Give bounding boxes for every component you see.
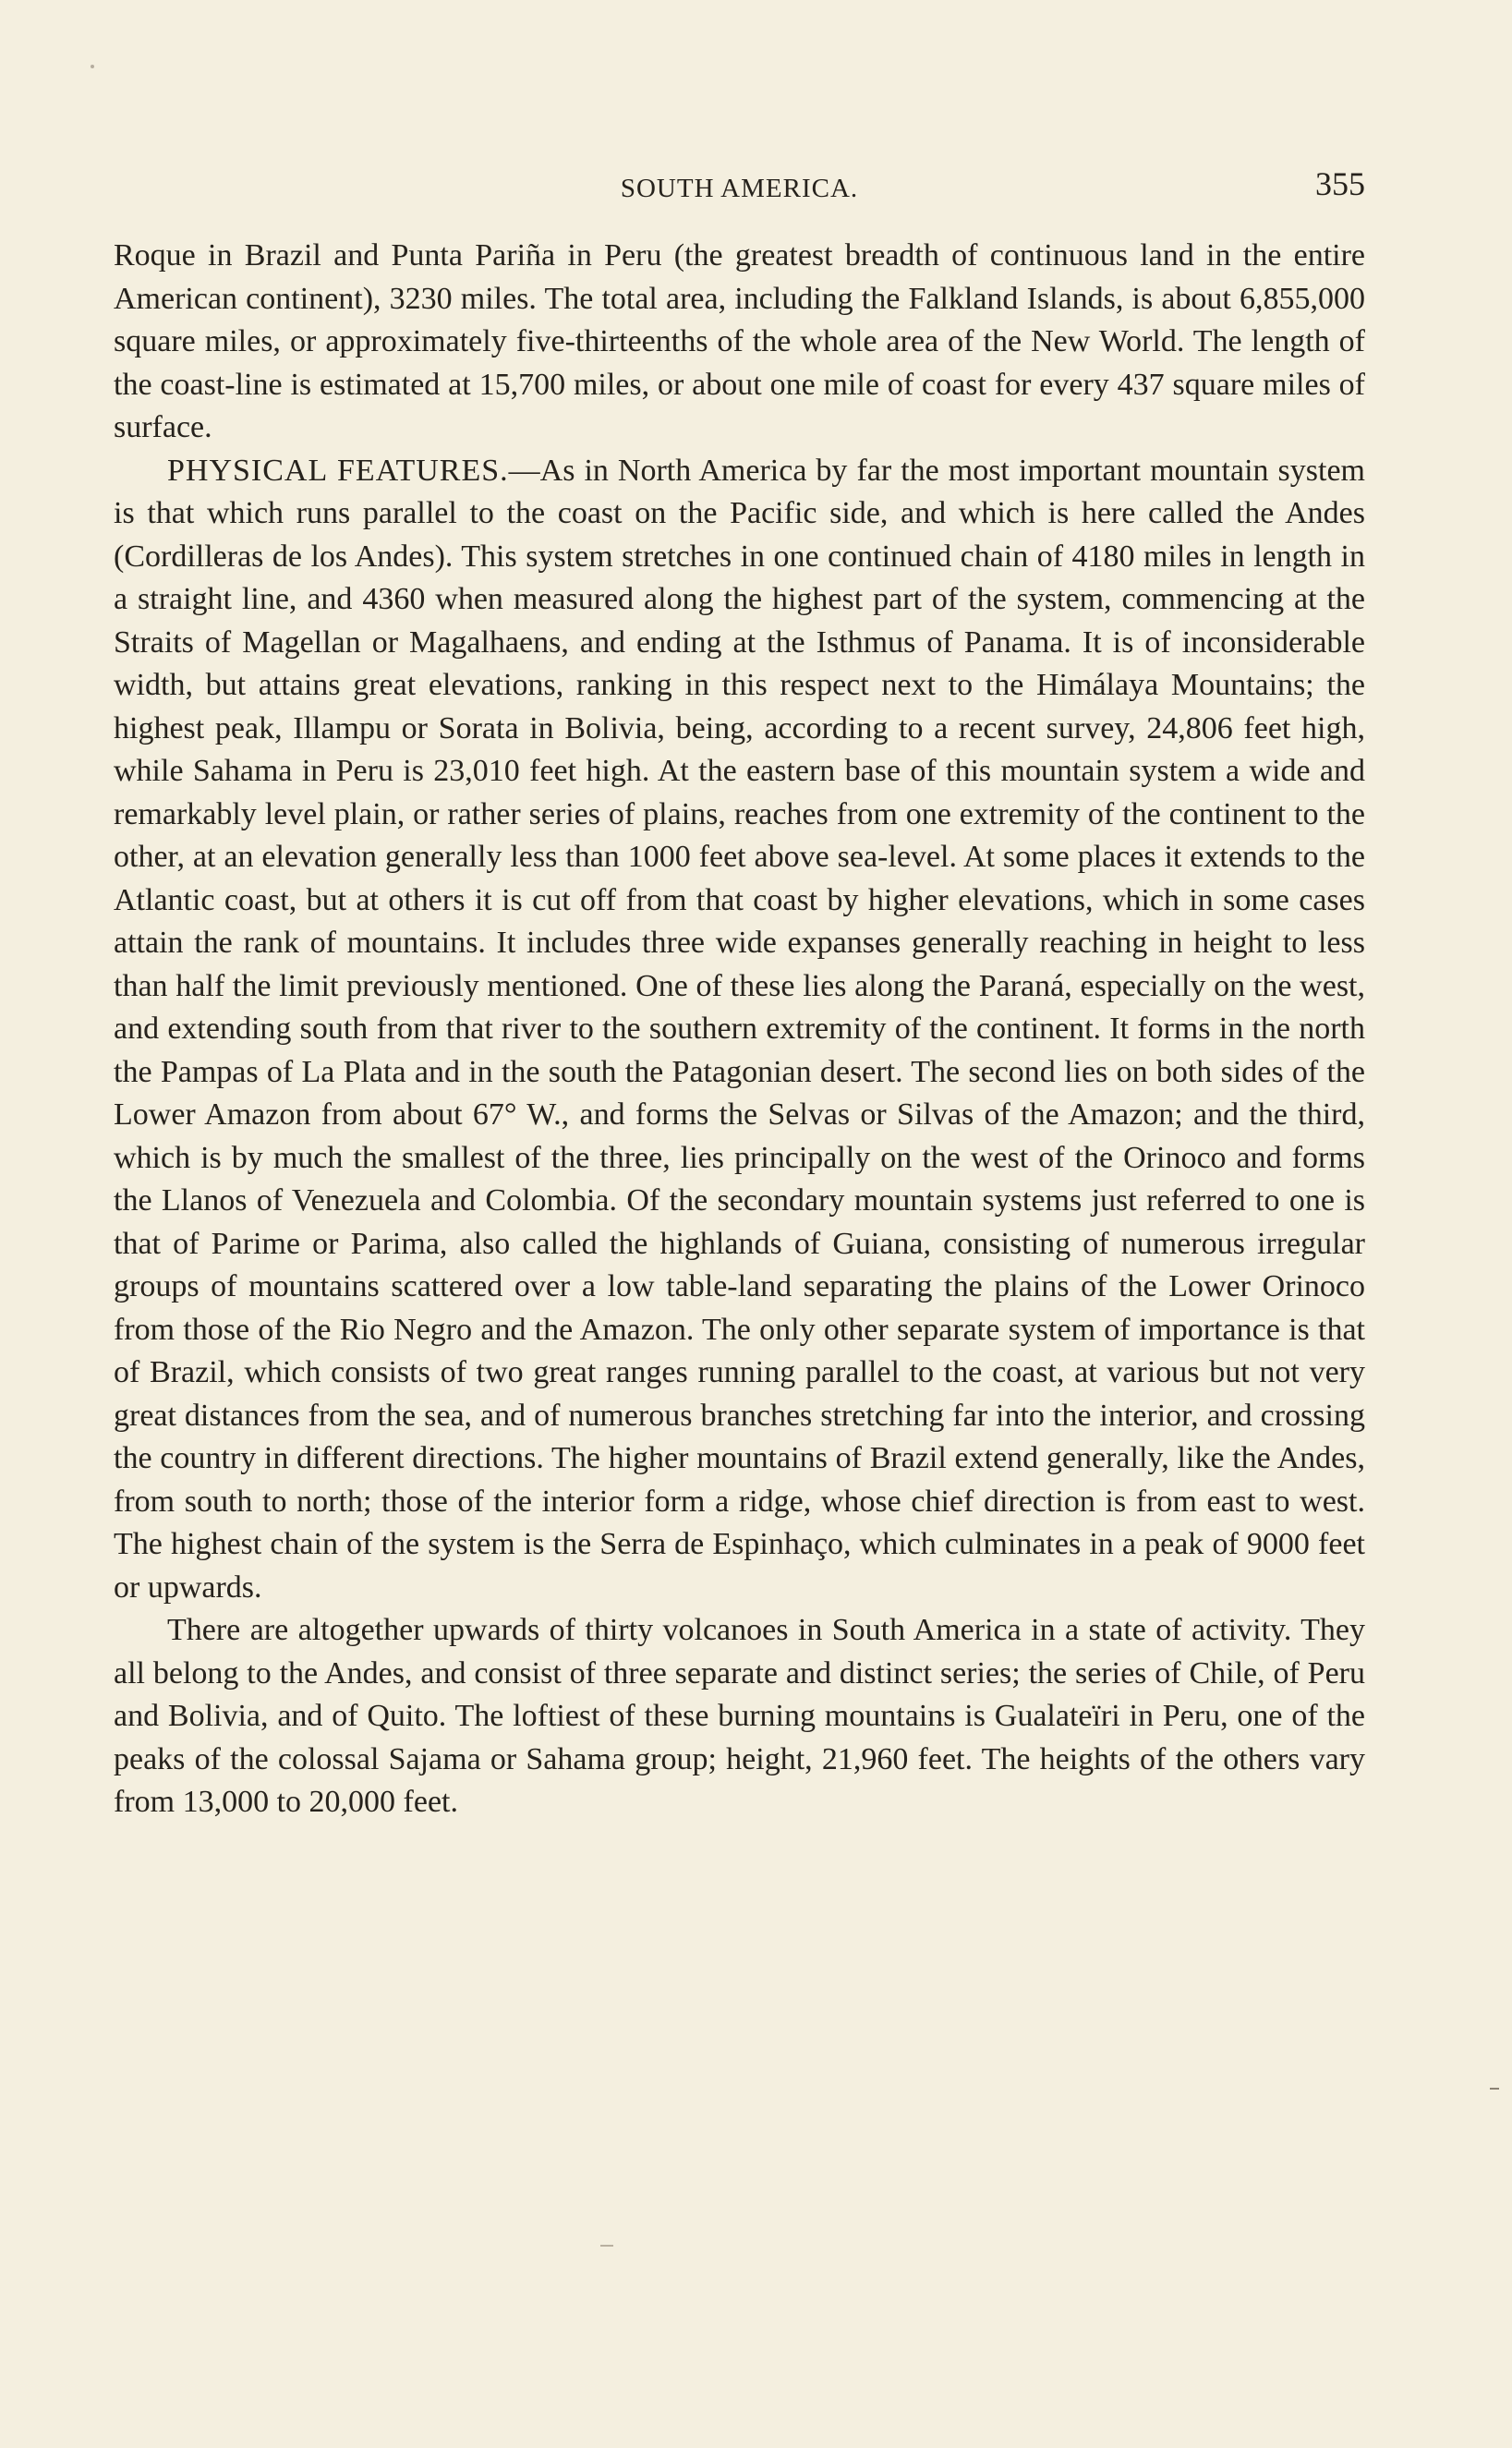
- margin-mark: [1490, 2088, 1499, 2090]
- page-speck: [91, 65, 94, 68]
- paragraph-volcanoes: There are altogether upwards of thirty volcanoes in South America in a state of activity. They all belong to the Andes, and consist of three separate and distinct series; the series of Chile, of Peru and Bolivia, and of Quito. The loftiest of these burning mountains is Gualateïri in Peru, one of the peaks of the colossal Sajama or Sahama group; height, 21,960 feet. The heights of the others vary from 13,000 to 20,000 feet.: [114, 1613, 1365, 1819]
- page-number: 355: [1315, 165, 1365, 202]
- bottom-mark: [600, 2245, 613, 2247]
- paragraph-area-and-coastline: Roque in Brazil and Punta Pariña in Peru (the greatest breadth of continuous land in the entire American continent), 3230 miles. The total area, including the Falkland Islands, is about 6,855,000 square miles, or approximately five-thirteenths of the whole area of the New World. The length of the coast-line is estimated at 15,700 miles, or about one mile of coast for every 437 square miles of surface.: [114, 238, 1365, 444]
- paragraph-physical-features: [114, 450, 1365, 1610]
- section-heading: PHYSICAL FEATURES.: [167, 453, 509, 488]
- body-text: [114, 235, 1365, 1824]
- paragraph-physical-features-text: —As in North America by far the most important mountain system is that which runs parallel to the coast on the Pacific side, and which is here called the Andes (Cordilleras de los Andes). This system stretches in one continued chain of 4180 miles in length in a straight line, and 4360 when measured along the highest part of the system, commencing at the Straits of Magellan or Magalhaens, and ending at the Isthmus of Panama. It is of inconsiderable width, but attains great elevations, ranking in this respect next to the Himálaya Mountains; the highest peak, Illampu or Sorata in Bolivia, being, according to a recent survey, 24,806 feet high, while Sahama in Peru is 23,010 feet high. At the eastern base of this mountain system a wide and remarkably level plain, or rather series of plains, reaches from one extremity of the continent to the other, at an elevation generally less than 1000 feet above sea-level. At some places it extends to the Atlantic coast, but at others it is cut off from that coast by higher elevations, which in some cases attain the rank of mountains. It includes three wide expanses generally reaching in height to less than half the limit previously mentioned. One of these lies along the Paraná, especially on the west, and extending south from that river to the southern extremity of the continent. It forms in the north the Pampas of La Plata and in the south the Patagonian desert. The second lies on both sides of the Lower Amazon from about 67° W., and forms the Selvas or Silvas of the Amazon; and the third, which is by much the smallest of the three, lies principally on the west of the Orinoco and forms the Llanos of Venezuela and Colombia. Of the secondary mountain systems just referred to one is that of Parime or Parima, also called the highlands of Guiana, consisting of numerous irregular groups of mountains scattered over a low table-land separating the plains of the Lower Orinoco from those of the Rio Negro and the Amazon. The only other separate system of importance is that of Brazil, which consists of two great ranges running parallel to the coast, at various but not very great distances from the sea, and of numerous branches stretching far into the interior, and crossing the country in different directions. The higher mountains of Brazil extend generally, like the Andes, from south to north; those of the interior form a ridge, whose chief direction is from east to west. The highest chain of the system is the Serra de Espinhaço, which culminates in a peak of 9000 feet or upwards.: [114, 453, 1365, 1605]
- running-head: SOUTH AMERICA.: [620, 174, 859, 203]
- page-header: [114, 164, 1365, 211]
